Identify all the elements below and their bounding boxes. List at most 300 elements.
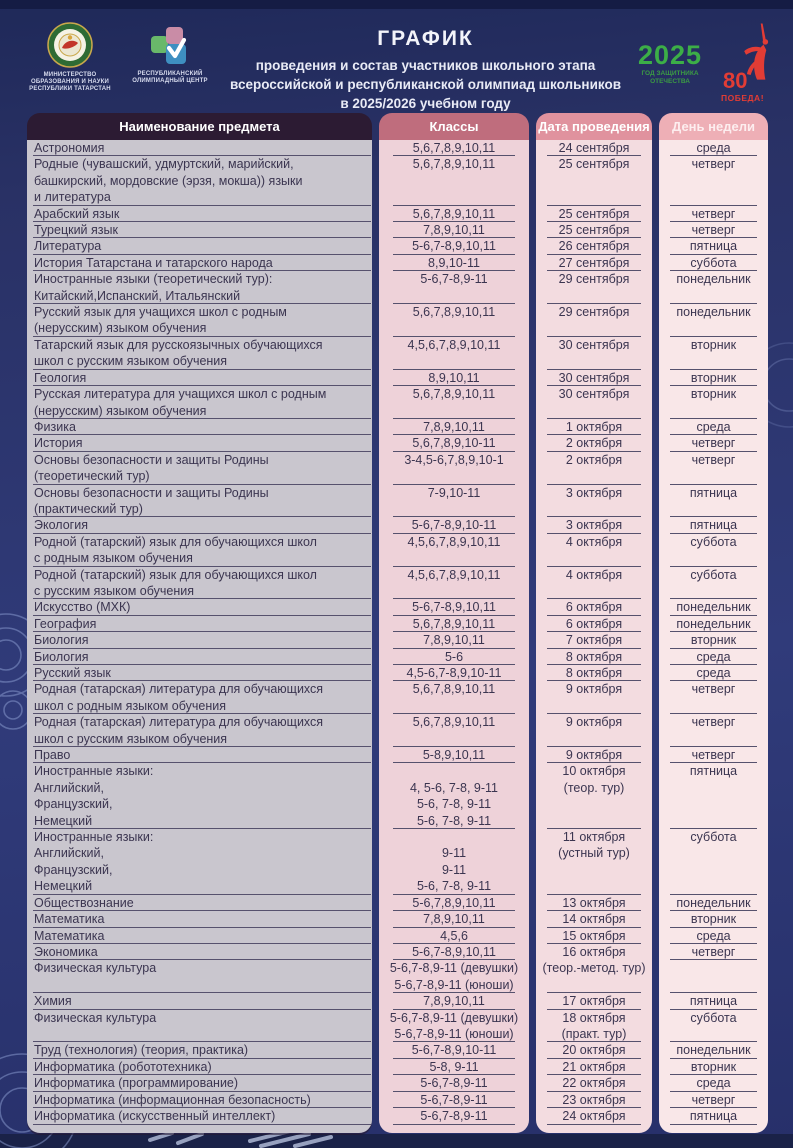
classes-cell: [379, 993, 529, 1009]
classes-cell-line: 4,5-6,7-8,9,10-11: [406, 666, 502, 680]
weekday-cell-line: понедельник: [676, 272, 751, 287]
classes-cell-line: 5-6, 7-8, 9-11: [416, 813, 492, 828]
row-underline: [393, 1124, 515, 1125]
subject-cell: [27, 616, 372, 632]
weekday-cell-line: вторник: [690, 633, 737, 648]
classes-cell: [379, 304, 529, 337]
weekday-cell-line: четверг: [691, 715, 736, 730]
classes-cell-line: 5,6,7,8,9,10,11: [412, 715, 496, 730]
subject-cell-line: Литература: [34, 239, 102, 254]
date-cell: [536, 567, 652, 600]
weekday-cell: [659, 714, 768, 747]
date-cell: [536, 747, 652, 763]
classes-cell-line: 7,8,9,10,11: [423, 994, 485, 1009]
date-cell-line: 14 октября: [562, 912, 626, 927]
classes-cell: [379, 567, 529, 600]
date-cell: [536, 370, 652, 386]
subject-cell-line: Французский,: [34, 797, 113, 812]
subject-cell-line: Биология: [34, 649, 89, 664]
subject-cell-line: Иностранные языки (теоретический тур):: [34, 272, 273, 287]
date-cell-line: 29 сентября: [558, 272, 630, 287]
date-cell-line: 22 октября: [562, 1076, 626, 1091]
date-cell: [536, 140, 652, 156]
date-cell-line: 4 октября: [565, 534, 623, 549]
classes-cell-line: 8,9,10,11: [428, 370, 480, 385]
classes-cell-line: 5-6, 7-8, 9-11: [416, 797, 492, 812]
subject-cell-line: Иностранные языки:: [34, 830, 154, 845]
weekday-cell-line: вторник: [690, 370, 737, 385]
weekday-cell: [659, 960, 768, 993]
subject-cell: [27, 222, 372, 238]
subtitle-line: всероссийской и республиканской олимпиад школьников: [229, 77, 621, 92]
subject-cell-line: Физическая культура: [34, 961, 157, 976]
weekday-cell: [659, 452, 768, 485]
classes-cell-line: 5-6,7-8,9-11: [420, 1092, 488, 1107]
subject-cell: [27, 206, 372, 222]
date-cell-line: 25 сентября: [558, 223, 630, 238]
subject-cell: [27, 665, 372, 681]
weekday-cell-line: вторник: [690, 912, 737, 927]
subject-cell-line: История Татарстана и татарского народа: [34, 255, 273, 270]
date-cell: [536, 829, 652, 895]
classes-cell: [379, 665, 529, 681]
subject-cell-line: Арабский язык: [34, 206, 120, 221]
weekday-cell-line: четверг: [691, 1092, 736, 1107]
weekday-cell: [659, 681, 768, 714]
subject-cell: [27, 386, 372, 419]
classes-cell: [379, 1059, 529, 1075]
subject-cell: [27, 1075, 372, 1091]
subject-cell: [27, 993, 372, 1009]
date-cell: [536, 665, 652, 681]
subject-cell: [27, 567, 372, 600]
date-cell: [536, 1092, 652, 1108]
weekday-cell: [659, 928, 768, 944]
subject-cell: [27, 452, 372, 485]
date-cell: [536, 763, 652, 829]
weekday-cell-line: четверг: [691, 157, 736, 172]
classes-cell: [379, 238, 529, 254]
weekday-cell: [659, 1092, 768, 1108]
date-cell-line: (практ. тур): [561, 1026, 627, 1041]
weekday-cell: [659, 534, 768, 567]
subject-cell-line: Русский язык: [34, 666, 111, 680]
subject-cell-line: Родной (татарский) язык для обучающихся школ: [34, 567, 317, 582]
date-cell: [536, 271, 652, 304]
classes-cell: [379, 517, 529, 533]
classes-cell: [379, 714, 529, 747]
subject-cell: [27, 911, 372, 927]
weekday-cell-line: суббота: [690, 1010, 737, 1025]
classes-cell-line: 7,8,9,10,11: [423, 223, 485, 238]
classes-cell: [379, 747, 529, 763]
date-cell: [536, 255, 652, 271]
weekday-cell: [659, 1010, 768, 1043]
date-cell-line: 25 сентября: [558, 206, 630, 221]
date-cell-line: 6 октября: [565, 600, 623, 615]
weekday-cell: [659, 386, 768, 419]
subject-cell-line: Физическая культура: [34, 1010, 157, 1025]
weekday-cell: [659, 238, 768, 254]
classes-cell-line: 7,8,9,10,11: [423, 912, 485, 927]
subject-cell-line: Основы безопасности и защиты Родины: [34, 452, 269, 467]
weekday-cell-line: вторник: [690, 337, 737, 352]
subject-cell-line: школ с русским языком обучения: [34, 731, 228, 746]
weekday-cell-line: понедельник: [676, 600, 751, 615]
date-cell: [536, 1075, 652, 1091]
classes-cell: [379, 1075, 529, 1091]
subject-cell: [27, 1010, 372, 1043]
date-cell-line: 23 октября: [562, 1092, 626, 1107]
date-cell: [536, 419, 652, 435]
weekday-cell-line: среда: [696, 419, 731, 434]
date-cell: [536, 599, 652, 615]
classes-cell-line: 7,8,9,10,11: [423, 633, 485, 648]
weekday-cell: [659, 304, 768, 337]
column-header-classes: Классы: [379, 113, 529, 140]
weekday-cell-line: понедельник: [676, 616, 751, 631]
weekday-cell-line: пятница: [689, 994, 738, 1009]
subject-cell-line: Математика: [34, 912, 105, 927]
column-header-date: Дата проведения: [536, 113, 652, 140]
date-cell-line: 20 октября: [562, 1043, 626, 1058]
classes-cell: [379, 156, 529, 205]
date-cell: [536, 928, 652, 944]
classes-cell-line: 5,6,7,8,9,10,11: [412, 157, 496, 172]
weekday-cell-line: четверг: [691, 944, 736, 959]
date-cell-line: 13 октября: [562, 895, 626, 910]
classes-cell: [379, 206, 529, 222]
weekday-cell-line: пятница: [689, 485, 738, 500]
poster-header: [0, 9, 793, 113]
classes-cell: [379, 386, 529, 419]
subject-cell: [27, 517, 372, 533]
olympiad-center-logo: [120, 25, 220, 85]
date-cell-line: (теор. тур): [563, 780, 625, 795]
subtitle-line: проведения и состав участников школьного этапа: [255, 58, 596, 73]
classes-cell: [379, 895, 529, 911]
top-strip: [0, 0, 793, 9]
classes-cell: [379, 928, 529, 944]
subject-cell-line: Физика: [34, 419, 76, 434]
subject-cell: [27, 337, 372, 370]
date-cell-line: 15 октября: [562, 928, 626, 943]
subject-cell-line: Французский,: [34, 862, 113, 877]
date-cell: [536, 649, 652, 665]
classes-cell: [379, 911, 529, 927]
weekday-cell: [659, 435, 768, 451]
date-cell-line: 18 октября: [562, 1010, 626, 1025]
classes-cell-line: 5-6: [444, 649, 464, 664]
page-title: ГРАФИК: [377, 27, 474, 50]
subject-cell-line: Информатика (робототехника): [34, 1059, 212, 1074]
classes-cell-line: [379, 763, 529, 779]
subject-cell: [27, 485, 372, 518]
subject-cell-line: Экономика: [34, 944, 98, 959]
year-caption-line: ГОД ЗАЩИТНИКА: [641, 70, 699, 77]
date-cell: [536, 337, 652, 370]
weekday-cell-line: понедельник: [676, 1043, 751, 1058]
classes-cell: [379, 681, 529, 714]
weekday-cell: [659, 993, 768, 1009]
subject-cell-line: Математика: [34, 928, 105, 943]
weekday-cell-line: [659, 960, 768, 976]
ministry-caption-line: РЕСПУБЛИКИ ТАТАРСТАН: [29, 86, 111, 92]
date-cell: [536, 944, 652, 960]
classes-cell-line: 5-6,7-8,9-11: [420, 1108, 488, 1123]
classes-cell: [379, 1010, 529, 1043]
date-cell: [536, 1108, 652, 1133]
weekday-cell: [659, 665, 768, 681]
subject-cell-line: Химия: [34, 994, 72, 1009]
classes-cell: [379, 1108, 529, 1133]
schedule-table: [27, 113, 768, 1133]
subject-cell-line: с родным языком обучения: [34, 551, 193, 566]
subject-cell: [27, 140, 372, 156]
weekday-cell-line: среда: [696, 666, 731, 680]
subject-cell-line: Немецкий: [34, 813, 93, 828]
date-cell-line: 4 октября: [565, 567, 623, 582]
subject-cell-line: Родной (татарский) язык для обучающихся школ: [34, 534, 317, 549]
subject-cell-line: Обществознание: [34, 895, 134, 910]
classes-cell: [379, 435, 529, 451]
subject-cell-line: Китайский,Испанский, Итальянский: [34, 288, 241, 303]
date-cell-line: 9 октября: [565, 682, 623, 697]
subject-cell: [27, 763, 372, 829]
date-cell: [536, 304, 652, 337]
subject-cell-line: Родная (татарская) литература для обучающихся: [34, 715, 324, 730]
classes-cell: [379, 649, 529, 665]
weekday-cell: [659, 337, 768, 370]
subject-cell-line: (нерусским) языком обучения: [34, 321, 207, 336]
date-cell-line: 6 октября: [565, 616, 623, 631]
subject-cell: [27, 681, 372, 714]
weekday-cell: [659, 271, 768, 304]
classes-cell-line: 9-11: [441, 846, 467, 861]
date-cell-line: 9 октября: [565, 748, 623, 763]
classes-cell-line: 5-6,7-8,9-11: [420, 1076, 488, 1091]
year-caption-line: ОТЕЧЕСТВА: [650, 77, 690, 85]
date-cell: [536, 714, 652, 747]
date-cell-line: 7 октября: [565, 633, 623, 648]
classes-cell-line: 5-6,7-8,9,10-11: [411, 1043, 497, 1058]
classes-cell-line: 4,5,6,7,8,9,10,11: [407, 534, 501, 549]
subject-cell-line: Информатика (искусственный интеллект): [34, 1108, 276, 1123]
date-cell-line: (теор.-метод. тур): [542, 961, 646, 976]
subject-cell-line: Искусство (МХК): [34, 600, 131, 615]
subject-cell-line: Информатика (программирование): [34, 1076, 239, 1091]
weekday-cell: [659, 599, 768, 615]
weekday-cell-line: суббота: [690, 567, 737, 582]
classes-cell-line: 4, 5-6, 7-8, 9-11: [409, 780, 498, 795]
subject-cell: [27, 632, 372, 648]
subject-cell: [27, 895, 372, 911]
classes-cell: [379, 632, 529, 648]
subject-cell-line: Иностранные языки:: [34, 764, 154, 779]
subject-cell-line: География: [34, 616, 97, 631]
weekday-cell: [659, 156, 768, 205]
date-cell: [536, 632, 652, 648]
weekday-cell-line: среда: [696, 649, 731, 664]
column-header-subject: Наименование предмета: [27, 113, 372, 140]
weekday-cell-line: четверг: [691, 748, 736, 763]
subject-cell-line: Астрономия: [34, 141, 105, 155]
subject-cell: [27, 419, 372, 435]
classes-cell-line: 5-6,7-8,9-11 (девушки): [389, 961, 519, 976]
classes-cell-line: 5-6, 7-8, 9-11: [416, 879, 492, 894]
subject-cell: [27, 714, 372, 747]
subject-cell-line: Геология: [34, 370, 87, 385]
classes-cell: [379, 944, 529, 960]
classes-cell: [379, 337, 529, 370]
date-cell: [536, 993, 652, 1009]
weekday-cell: [659, 944, 768, 960]
weekday-cell: [659, 1059, 768, 1075]
weekday-cell-line: четверг: [691, 223, 736, 238]
classes-cell-line: 5,6,7,8,9,10-11: [412, 436, 496, 451]
column-header-weekday: День недели: [659, 113, 768, 140]
date-cell: [536, 534, 652, 567]
weekday-cell: [659, 222, 768, 238]
date-cell: [536, 960, 652, 993]
classes-cell-line: 7,8,9,10,11: [423, 419, 485, 434]
classes-cell: [379, 829, 529, 895]
weekday-cell: [659, 206, 768, 222]
classes-cell-line: 4,5,6: [440, 928, 468, 943]
row-underline: [670, 1124, 757, 1125]
classes-cell-line: 3-4,5-6,7,8,9,10-1: [404, 452, 504, 467]
subject-cell: [27, 1108, 372, 1133]
subject-cell: [27, 271, 372, 304]
weekday-cell: [659, 370, 768, 386]
classes-cell: [379, 271, 529, 304]
subject-cell-line: Биология: [34, 633, 89, 648]
weekday-cell: [659, 1108, 768, 1133]
weekday-cell: [659, 517, 768, 533]
subject-cell: [27, 1092, 372, 1108]
subject-cell-line: Право: [34, 748, 71, 763]
date-cell-line: 2 октября: [565, 436, 623, 451]
date-cell-line: 2 октября: [565, 452, 623, 467]
victory-80-number: 80: [723, 68, 748, 93]
subject-cell-line: и литература: [34, 190, 111, 205]
date-cell-line: 17 октября: [562, 994, 626, 1009]
classes-cell-line: 8,9,10-11: [428, 255, 480, 270]
classes-cell-line: [379, 829, 529, 845]
weekday-cell-line: пятница: [689, 764, 738, 779]
classes-cell-line: 5-6,7,8,9,10,11: [412, 895, 496, 910]
subject-cell-line: Информатика (информационная безопасность): [34, 1092, 311, 1107]
olympiad-caption-line: ОЛИМПИАДНЫЙ ЦЕНТР: [132, 78, 208, 84]
classes-cell-line: 5,6,7,8,9,10,11: [412, 387, 496, 402]
weekday-cell: [659, 419, 768, 435]
weekday-cell-line: четверг: [691, 206, 736, 221]
subject-cell-line: Родные (чувашский, удмуртский, марийский,: [34, 157, 294, 172]
classes-cell-line: 5-8,9,10,11: [422, 748, 486, 763]
classes-cell-line: 4,5,6,7,8,9,10,11: [407, 337, 501, 352]
date-cell-line: 27 сентября: [558, 255, 630, 270]
date-cell: [536, 517, 652, 533]
classes-cell-line: 7-9,10-11: [427, 485, 481, 500]
subject-cell-line: Турецкий язык: [34, 223, 118, 238]
date-cell: [536, 681, 652, 714]
weekday-cell-line: понедельник: [676, 305, 751, 320]
subject-cell-line: Родная (татарская) литература для обучающихся: [34, 682, 324, 697]
date-cell: [536, 206, 652, 222]
classes-cell-line: 4,5,6,7,8,9,10,11: [407, 567, 501, 582]
classes-cell-line: 5-6,7-8,9,10,11: [412, 944, 496, 959]
victory-label: ПОБЕДА!: [721, 93, 765, 103]
date-cell-line: 3 октября: [565, 518, 623, 533]
weekday-cell-line: пятница: [689, 239, 738, 254]
classes-cell-line: 5-6,7-8,9,10-11: [411, 518, 497, 533]
weekday-cell-line: среда: [696, 928, 731, 943]
date-cell-line: 24 октября: [562, 1108, 626, 1123]
date-cell-line: 30 сентября: [558, 387, 630, 402]
weekday-cell-line: четверг: [691, 682, 736, 697]
classes-cell-line: 5-6,7-8,9,10,11: [412, 239, 496, 254]
subject-cell: [27, 156, 372, 205]
weekday-cell-line: пятница: [689, 1108, 738, 1123]
subject-cell: [27, 370, 372, 386]
weekday-cell-line: среда: [696, 1076, 731, 1091]
weekday-cell-line: вторник: [690, 387, 737, 402]
date-cell: [536, 1010, 652, 1043]
date-cell-line: 1 октября: [565, 419, 623, 434]
subject-cell-line: Немецкий: [34, 879, 93, 894]
subject-cell-line: Основы безопасности и защиты Родины: [34, 485, 269, 500]
weekday-cell-line: среда: [696, 141, 731, 155]
subject-cell: [27, 960, 372, 993]
classes-cell-line: 5,6,7,8,9,10,11: [412, 141, 496, 155]
date-cell: [536, 156, 652, 205]
date-cell-line: 9 октября: [565, 715, 623, 730]
classes-cell: [379, 485, 529, 518]
ministry-caption-line: ОБРАЗОВАНИЯ И НАУКИ: [30, 79, 110, 85]
subject-cell: [27, 255, 372, 271]
weekday-cell-line: вторник: [690, 1059, 737, 1074]
subject-cell: [27, 534, 372, 567]
subject-cell-line: Татарский язык для русскоязычных обучающихся: [34, 337, 323, 352]
classes-cell: [379, 1092, 529, 1108]
weekday-cell: [659, 649, 768, 665]
subject-cell: [27, 304, 372, 337]
classes-cell-line: 5-6,7-8,9,10,11: [412, 600, 496, 615]
year-2025-logo: [631, 42, 709, 85]
subject-cell-line: (теоретический тур): [34, 469, 150, 484]
date-cell: [536, 1059, 652, 1075]
date-cell-line: 30 сентября: [558, 337, 630, 352]
classes-cell-line: 5,6,7,8,9,10,11: [412, 616, 496, 631]
weekday-cell: [659, 616, 768, 632]
classes-cell-line: 9-11: [441, 862, 467, 877]
subject-cell-line: с русским языком обучения: [34, 583, 194, 598]
classes-cell: [379, 599, 529, 615]
weekday-cell: [659, 747, 768, 763]
weekday-cell: [659, 895, 768, 911]
subject-cell-line: Русская литература для учащихся школ с родным: [34, 387, 327, 402]
weekday-cell-line: суббота: [690, 830, 737, 845]
weekday-cell: [659, 140, 768, 156]
date-cell-line: 26 сентября: [558, 239, 630, 254]
date-cell-line: 11 октября: [562, 830, 626, 845]
date-cell-line: 16 октября: [562, 944, 626, 959]
classes-cell-line: 5,6,7,8,9,10,11: [412, 305, 496, 320]
classes-cell: [379, 370, 529, 386]
subject-cell-line: (нерусским) языком обучения: [34, 403, 207, 418]
classes-cell-line: 5-8, 9-11: [429, 1059, 479, 1074]
victory-80-logo: [709, 17, 793, 117]
